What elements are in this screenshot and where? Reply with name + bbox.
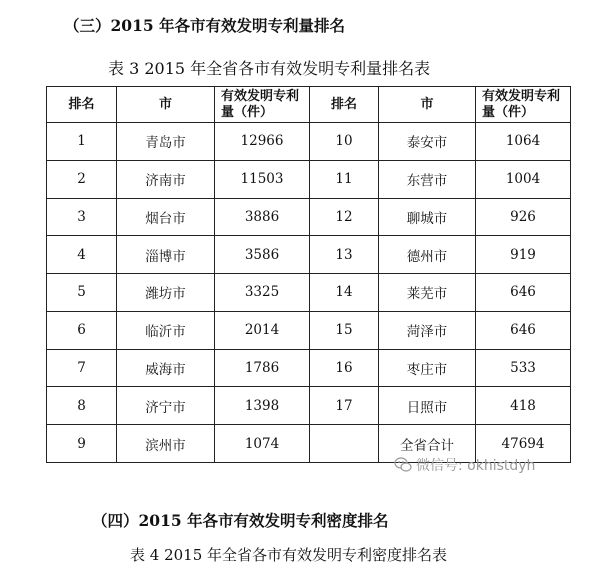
cell-patent-count: 1398 [215,387,310,425]
cell-patent-count: 3886 [215,198,310,236]
cell-rank: 5 [47,274,117,312]
table-row [47,236,571,274]
cell-rank: 11 [310,160,379,198]
table-row [47,123,571,161]
watermark-text: 微信号: okhistdyh [416,458,536,474]
cell-city: 东营市 [379,160,476,198]
cell-city: 威海市 [117,349,215,387]
cell-city: 临沂市 [117,311,215,349]
cell-city: 聊城市 [379,198,476,236]
cell-city: 淄博市 [117,236,215,274]
cell-patent-count: 418 [476,387,571,425]
cell-rank: 13 [310,236,379,274]
cell-patent-count: 919 [476,236,571,274]
cell-rank: 1 [47,123,117,161]
cell-city: 莱芜市 [379,274,476,312]
cell-city: 潍坊市 [117,274,215,312]
cell-city: 泰安市 [379,123,476,161]
cell-patent-count: 2014 [215,311,310,349]
cell-patent-count: 1074 [215,425,310,463]
header-rank: 排名 [47,87,117,123]
cell-city: 青岛市 [117,123,215,161]
cell-patent-count: 12966 [215,123,310,161]
cell-city: 全省合计 [379,425,476,463]
cell-rank: 7 [47,349,117,387]
section4-heading: （四）2015 年各市有效发明专利密度排名 [92,511,389,530]
watermark [394,455,535,475]
cell-patent-count: 926 [476,198,571,236]
table-row [47,198,571,236]
table-row [47,349,571,387]
table-row [47,387,571,425]
header-city: 市 [379,87,476,123]
cell-rank: 8 [47,387,117,425]
cell-city: 滨州市 [117,425,215,463]
cell-city: 菏泽市 [379,311,476,349]
table-header-row [47,87,571,123]
cell-rank: 17 [310,387,379,425]
cell-rank: 3 [47,198,117,236]
header-patent-count: 有效发明专利量（件） [215,87,310,123]
cell-patent-count: 11503 [215,160,310,198]
cell-patent-count: 1004 [476,160,571,198]
cell-patent-count: 646 [476,274,571,312]
cell-city: 德州市 [379,236,476,274]
cell-patent-count: 3325 [215,274,310,312]
cell-rank: 9 [47,425,117,463]
cell-rank: 16 [310,349,379,387]
table-row [47,311,571,349]
cell-patent-count: 47694 [476,425,571,463]
table3-caption: 表 3 2015 年全省各市有效发明专利量排名表 [108,59,431,78]
cell-rank: 15 [310,311,379,349]
header-city: 市 [117,87,215,123]
table-row [47,274,571,312]
cell-rank: 14 [310,274,379,312]
cell-city: 济南市 [117,160,215,198]
cell-rank: 12 [310,198,379,236]
cell-rank [310,425,379,463]
cell-patent-count: 3586 [215,236,310,274]
cell-city: 枣庄市 [379,349,476,387]
section3-heading: （三）2015 年各市有效发明专利量排名 [64,16,346,35]
cell-rank: 2 [47,160,117,198]
cell-rank: 10 [310,123,379,161]
cell-city: 济宁市 [117,387,215,425]
wechat-icon [394,457,412,473]
cell-city: 烟台市 [117,198,215,236]
table4-caption: 表 4 2015 年全省各市有效发明专利密度排名表 [130,546,448,564]
cell-rank: 6 [47,311,117,349]
patent-ranking-table [46,86,571,463]
cell-rank: 4 [47,236,117,274]
header-rank: 排名 [310,87,379,123]
header-patent-count: 有效发明专利量（件） [476,87,571,123]
cell-patent-count: 533 [476,349,571,387]
cell-patent-count: 1064 [476,123,571,161]
cell-patent-count: 1786 [215,349,310,387]
cell-city: 日照市 [379,387,476,425]
table-row [47,160,571,198]
cell-patent-count: 646 [476,311,571,349]
